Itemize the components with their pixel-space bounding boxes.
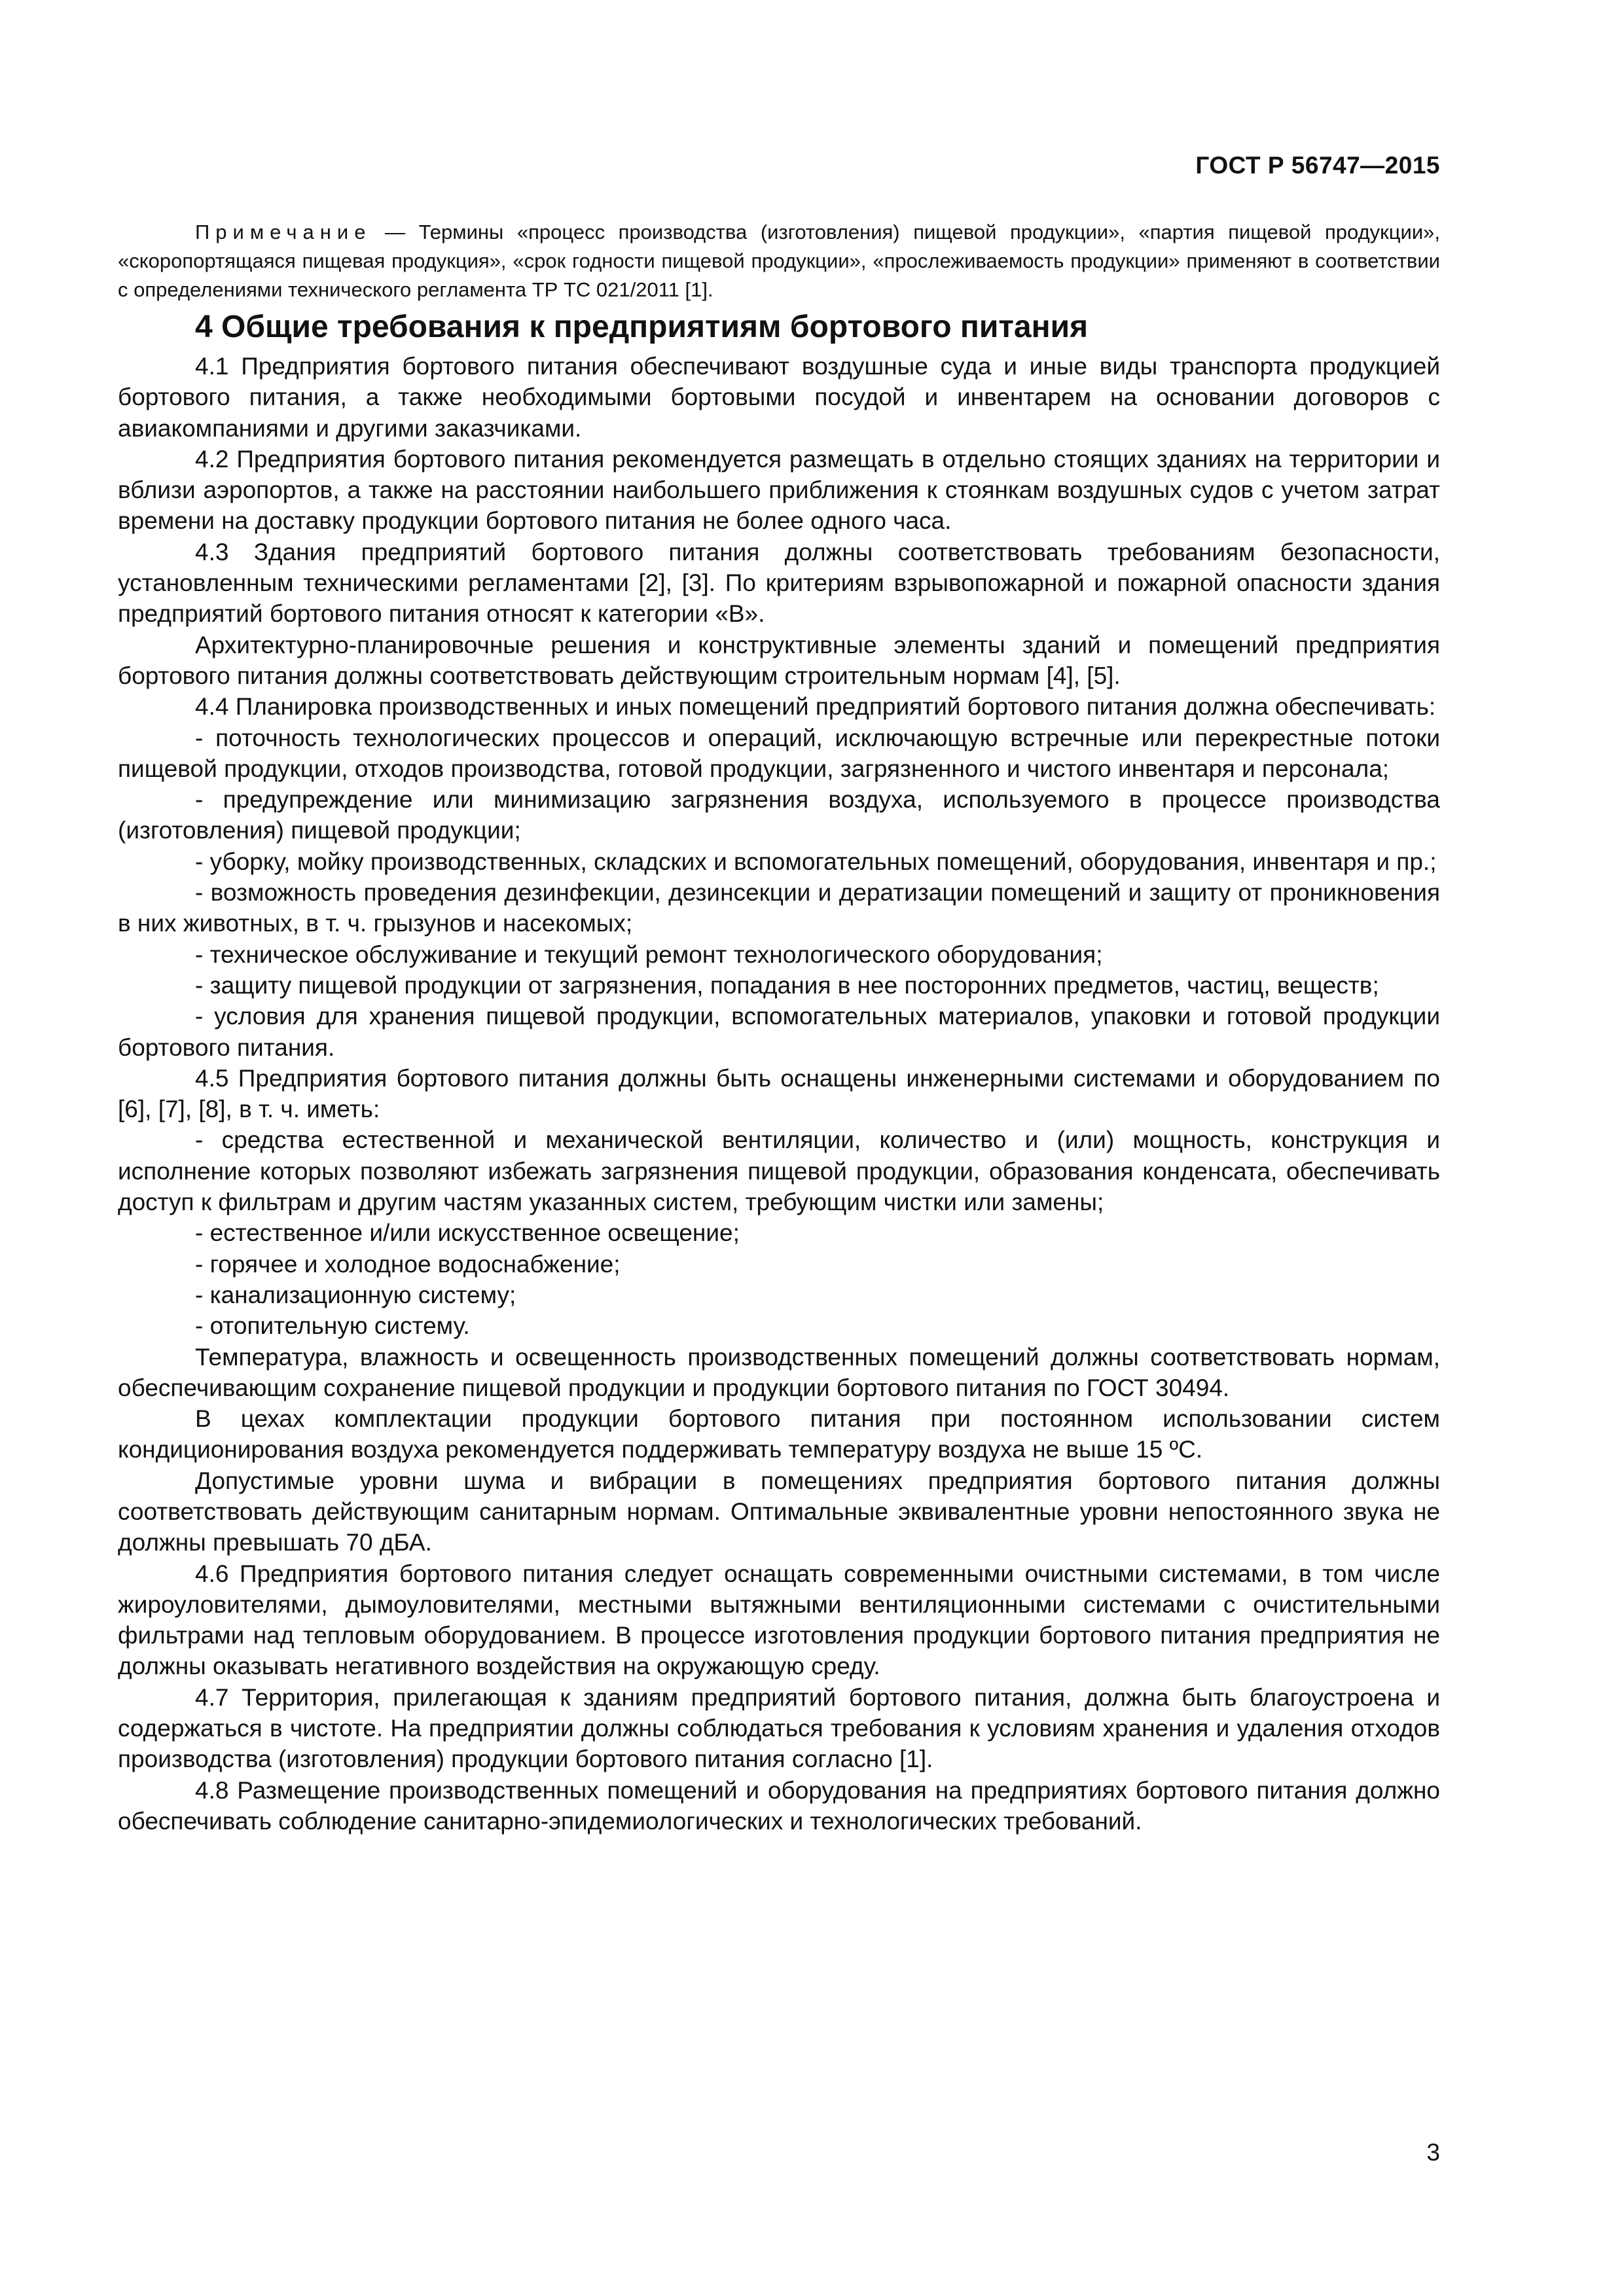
page-number: 3 (1426, 2139, 1440, 2166)
paragraph-4-4: 4.4 Планировка производственных и иных помещений предприятий бортового питания должна обеспечивать: (195, 693, 1436, 721)
note-label: Примечание (195, 221, 372, 243)
paragraph-conditioning: В цехах комплектации продукции бортового питания при постоянном использовании систем кондиционирования воздуха рекомендуется поддерживать температуру воздуха не выше 15 ºС. (118, 1405, 1440, 1463)
section-title: 4 Общие требования к предприятиям бортового питания (195, 310, 1089, 344)
note-paragraph (118, 218, 1440, 304)
list-item: - возможность проведения дезинфекции, дезинсекции и дератизации помещений и защиту от проникновения в них животных, в т. ч. грызунов и насекомых; (118, 879, 1440, 937)
list-item: - естественное и/или искусственное освещение; (195, 1219, 740, 1247)
list-item: - горячее и холодное водоснабжение; (195, 1250, 621, 1278)
paragraph-4-7: 4.7 Территория, прилегающая к зданиям предприятий бортового питания, должна быть благоустроена и содержаться в чистоте. На предприятии должны соблюдаться требования к условиям хранения и удаления отходов производства (изготовления) продукции бортового питания согласно [1]. (118, 1683, 1440, 1773)
list-item: - условия для хранения пищевой продукции, вспомогательных материалов, упаковки и готовой продукции бортового питания. (118, 1003, 1440, 1061)
paragraph-4-2: 4.2 Предприятия бортового питания рекомендуется размещать в отдельно стоящих зданиях на территории и вблизи аэропортов, а также на расстоянии наибольшего приближения к стоянкам воздушных судов с учетом затрат времени на доставку продукции бортового питания не более одного часа. (118, 445, 1440, 535)
list-item: - предупреждение или минимизацию загрязнения воздуха, используемого в процессе производства (изготовления) пищевой продукции; (118, 786, 1440, 844)
list-item: - техническое обслуживание и текущий ремонт технологического оборудования; (195, 941, 1103, 968)
document-id-header: ГОСТ Р 56747—2015 (1195, 152, 1440, 179)
paragraph-noise: Допустимые уровни шума и вибрации в помещениях предприятия бортового питания должны соответствовать действующим санитарным нормам. Оптимальные эквивалентные уровни непостоянного звука не должны превышать 70 дБА. (118, 1467, 1440, 1556)
paragraph-architecture: Архитектурно-планировочные решения и конструктивные элементы зданий и помещений предприятия бортового питания должны соответствовать действующим строительным нормам [4], [5]. (118, 631, 1440, 689)
paragraph-4-1: 4.1 Предприятия бортового питания обеспечивают воздушные суда и иные виды транспорта продукцией бортового питания, а также необходимыми бортовыми посудой и инвентарем на основании договоров с авиакомпаниями и другими заказчиками. (118, 353, 1440, 442)
paragraph-4-5: 4.5 Предприятия бортового питания должны быть оснащены инженерными системами и оборудованием по [6], [7], [8], в т. ч. иметь: (118, 1064, 1440, 1123)
list-item: - отопительную систему. (195, 1312, 470, 1340)
paragraph-4-3: 4.3 Здания предприятий бортового питания должны соответствовать требованиям безопасности, установленным техническими регламентами [2], [3]. По критериям взрывопожарной и пожарной опасности здания предприятий бортового питания относят к категории «В». (118, 538, 1440, 628)
note-block (118, 218, 1440, 304)
list-item: - канализационную систему; (195, 1281, 516, 1308)
paragraph-4-8: 4.8 Размещение производственных помещений и оборудования на предприятиях бортового питания должно обеспечивать соблюдение санитарно-эпидемиологических и технологических требований. (118, 1776, 1440, 1835)
list-item: - защиту пищевой продукции от загрязнения, попадания в нее посторонних предметов, частиц, веществ; (195, 971, 1379, 999)
document-page (118, 0, 1440, 2296)
section-body (118, 351, 1440, 1837)
list-item: - уборку, мойку производственных, складских и вспомогательных помещений, оборудования, инвентаря и пр.; (195, 848, 1437, 875)
paragraph-4-6: 4.6 Предприятия бортового питания следует оснащать современными очистными системами, в том числе жироуловителями, дымоуловителями, местными вытяжными вентиляционными системами с очистительными фильтрами над тепловым оборудованием. В процессе изготовления продукции бортового питания предприятия не должны оказывать негативного воздействия на окружающую среду. (118, 1560, 1440, 1680)
list-item: - средства естественной и механической вентиляции, количество и (или) мощность, конструкция и исполнение которых позволяют избежать загрязнения пищевой продукции, образования конденсата, обеспечивать доступ к фильтрам и другим частям указанных систем, требующим чистки или замены; (118, 1126, 1440, 1216)
paragraph-temperature: Температура, влажность и освещенность производственных помещений должны соответствовать нормам, обеспечивающим сохранение пищевой продукции и продукции бортового питания по ГОСТ 30494. (118, 1343, 1440, 1401)
list-item: - поточность технологических процессов и операций, исключающую встречные или перекрестные потоки пищевой продукции, отходов производства, готовой продукции, загрязненного и чистого инвентаря и персонала; (118, 724, 1440, 782)
note-text: — Термины «процесс производства (изготовления) пищевой продукции», «партия пищевой продукции», «скоропортящаяся пищевая продукция», «срок годности пищевой продукции», «прослеживаемость продукции» применяют в соответствии с определениями технического регламента ТР ТС 021/2011 [1]. (118, 221, 1440, 301)
